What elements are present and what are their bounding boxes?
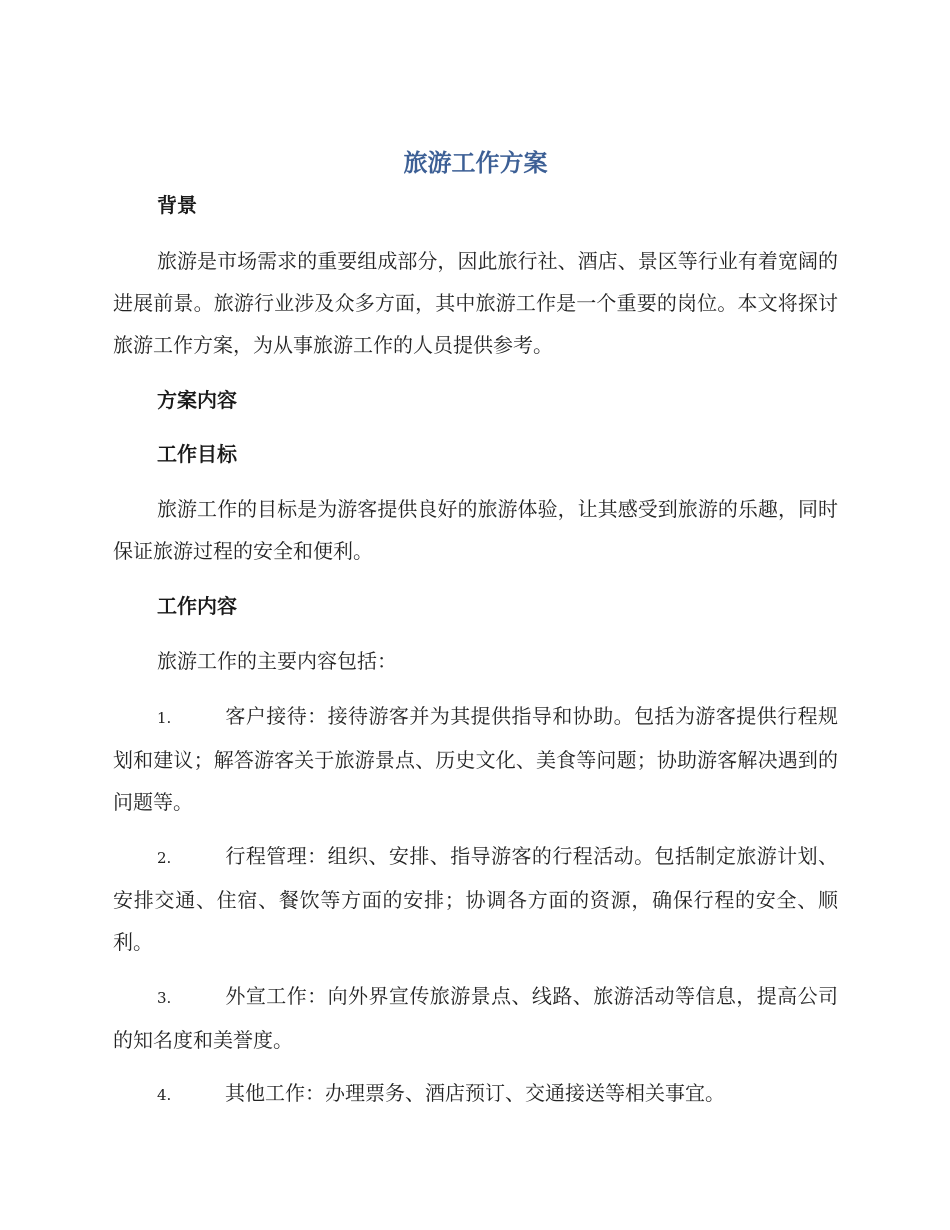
paragraph-background: 旅游是市场需求的重要组成部分，因此旅行社、酒店、景区等行业有着宽阔的进展前景。旅游行业涉及众多方面，其中旅游工作是一个重要的岗位。本文将探讨旅游工作方案，为从事旅游工作的人员提供参考。 bbox=[113, 249, 838, 357]
list-item bbox=[113, 975, 838, 1061]
list-item bbox=[113, 835, 838, 963]
list-item-number: 3. bbox=[157, 989, 172, 1007]
heading-work-goal: 工作目标 bbox=[157, 442, 237, 466]
paragraph-content-intro: 旅游工作的主要内容包括： bbox=[157, 649, 397, 673]
list-item-number: 1. bbox=[157, 709, 172, 727]
list-item-number: 4. bbox=[157, 1086, 172, 1104]
list-item-text: 行程管理：组织、安排、指导游客的行程活动。包括制定旅游计划、安排交通、住宿、餐饮等方面的安排；协调各方面的资源，确保行程的安全、顺利。 bbox=[113, 844, 838, 954]
list-item bbox=[113, 695, 838, 823]
heading-plan-content: 方案内容 bbox=[157, 388, 237, 412]
document-title: 旅游工作方案 bbox=[403, 149, 548, 177]
list-item-text: 外宣工作：向外界宣传旅游景点、线路、旅游活动等信息，提高公司的知名度和美誉度。 bbox=[113, 984, 838, 1052]
list-item-number: 2. bbox=[157, 849, 172, 867]
list-item-text: 其他工作：办理票务、酒店预订、交通接送等相关事宜。 bbox=[225, 1081, 725, 1105]
heading-background: 背景 bbox=[157, 193, 197, 217]
heading-work-content: 工作内容 bbox=[157, 594, 237, 618]
list-item-text: 客户接待：接待游客并为其提供指导和协助。包括为游客提供行程规划和建议；解答游客关于旅游景点、历史文化、美食等问题；协助游客解决遇到的问题等。 bbox=[113, 704, 838, 814]
list-item bbox=[113, 1072, 838, 1116]
paragraph-work-goal: 旅游工作的目标是为游客提供良好的旅游体验，让其感受到旅游的乐趣，同时保证旅游过程的安全和便利。 bbox=[113, 497, 838, 563]
